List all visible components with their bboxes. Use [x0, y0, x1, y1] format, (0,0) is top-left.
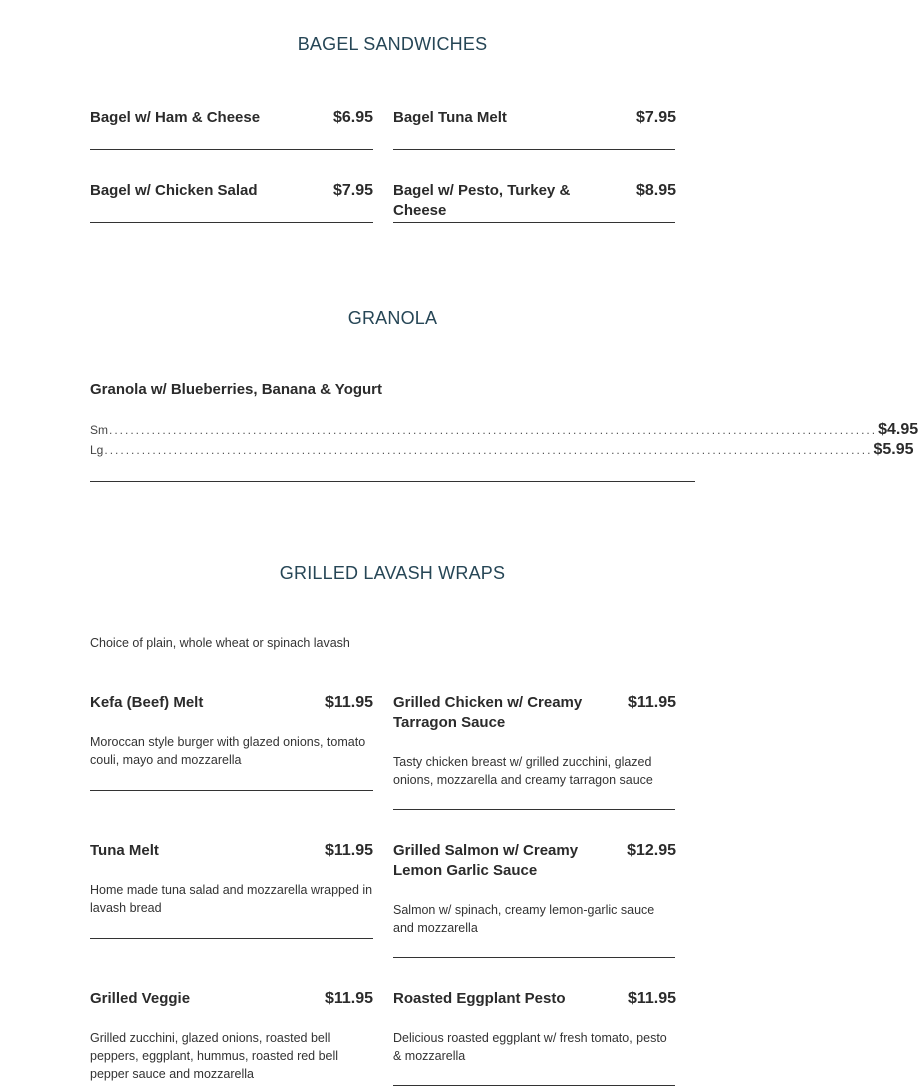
- menu-item: [393, 841, 676, 937]
- item-price: $7.95: [332, 182, 373, 199]
- item-description: Grilled zucchini, glazed onions, roasted bell peppers, eggplant, hummus, roasted red bell pepper sauce and mozzarella: [90, 1031, 339, 1081]
- item-name: Bagel w/ Pesto, Turkey & Cheese: [393, 182, 571, 219]
- item-name: Bagel w/ Ham & Cheese: [90, 109, 261, 126]
- menu-item: [393, 108, 676, 128]
- section-title-granola: GRANOLA: [347, 308, 438, 328]
- item-name: Bagel w/ Chicken Salad: [90, 182, 258, 199]
- item-price: $8.95: [635, 182, 676, 199]
- divider: [393, 809, 675, 810]
- menu-item: [393, 181, 676, 221]
- item-price: $11.95: [627, 990, 676, 1007]
- divider: [90, 222, 373, 223]
- menu-item: [90, 693, 373, 769]
- item-description: Salmon w/ spinach, creamy lemon-garlic sauce and mozzarella: [393, 903, 655, 935]
- item-name: Bagel Tuna Melt: [393, 109, 507, 126]
- item-description: Tasty chicken breast w/ grilled zucchini, glazed onions, mozzarella and creamy tarragon sauce: [393, 755, 653, 787]
- item-name: Grilled Salmon w/ Creamy Lemon Garlic Sauce: [393, 842, 579, 879]
- dot-leader: ................................................................................................................................................: [109, 423, 878, 437]
- item-name: Tuna Melt: [90, 842, 159, 859]
- size-label: Lg: [90, 443, 104, 457]
- menu-item: [90, 841, 373, 917]
- size-price-line: [90, 441, 914, 461]
- size-label: Sm: [90, 423, 108, 437]
- item-name: Grilled Veggie: [90, 990, 191, 1007]
- divider: [90, 149, 373, 150]
- divider: [393, 1085, 675, 1086]
- divider: [393, 957, 675, 958]
- item-price: $12.95: [627, 842, 676, 859]
- item-price: $11.95: [324, 694, 373, 711]
- section-title-bagel-sandwiches: BAGEL SANDWICHES: [297, 34, 488, 54]
- divider: [90, 938, 373, 939]
- size-price: $5.95: [873, 441, 914, 458]
- item-description: Home made tuna salad and mozzarella wrapped in lavash bread: [90, 883, 373, 915]
- item-description: Delicious roasted eggplant w/ fresh tomato, pesto & mozzarella: [393, 1031, 667, 1063]
- item-name: Kefa (Beef) Melt: [90, 694, 204, 711]
- divider: [393, 222, 675, 223]
- size-price-line: [90, 421, 918, 441]
- menu-item: [393, 989, 676, 1065]
- wraps-note: Choice of plain, whole wheat or spinach lavash: [90, 636, 350, 650]
- item-name: Roasted Eggplant Pesto: [393, 990, 566, 1007]
- granola-item-name: Granola w/ Blueberries, Banana & Yogurt: [90, 381, 383, 398]
- item-description: Moroccan style burger with glazed onions, tomato couli, mayo and mozzarella: [90, 735, 366, 767]
- item-price: $7.95: [635, 109, 676, 126]
- item-price: $11.95: [324, 990, 373, 1007]
- menu-item: [90, 989, 373, 1083]
- item-price: $11.95: [324, 842, 373, 859]
- menu-item: [90, 181, 373, 201]
- section-title-grilled-lavash-wraps: GRILLED LAVASH WRAPS: [279, 563, 506, 583]
- item-price: $6.95: [332, 109, 373, 126]
- menu-item: [393, 693, 676, 789]
- size-price: $4.95: [878, 421, 918, 438]
- item-price: $11.95: [627, 694, 676, 711]
- menu-item: [90, 108, 373, 128]
- divider: [90, 481, 695, 482]
- divider: [393, 149, 675, 150]
- divider: [90, 790, 373, 791]
- dot-leader: ................................................................................................................................................: [104, 443, 873, 457]
- item-name: Grilled Chicken w/ Creamy Tarragon Sauce: [393, 694, 583, 731]
